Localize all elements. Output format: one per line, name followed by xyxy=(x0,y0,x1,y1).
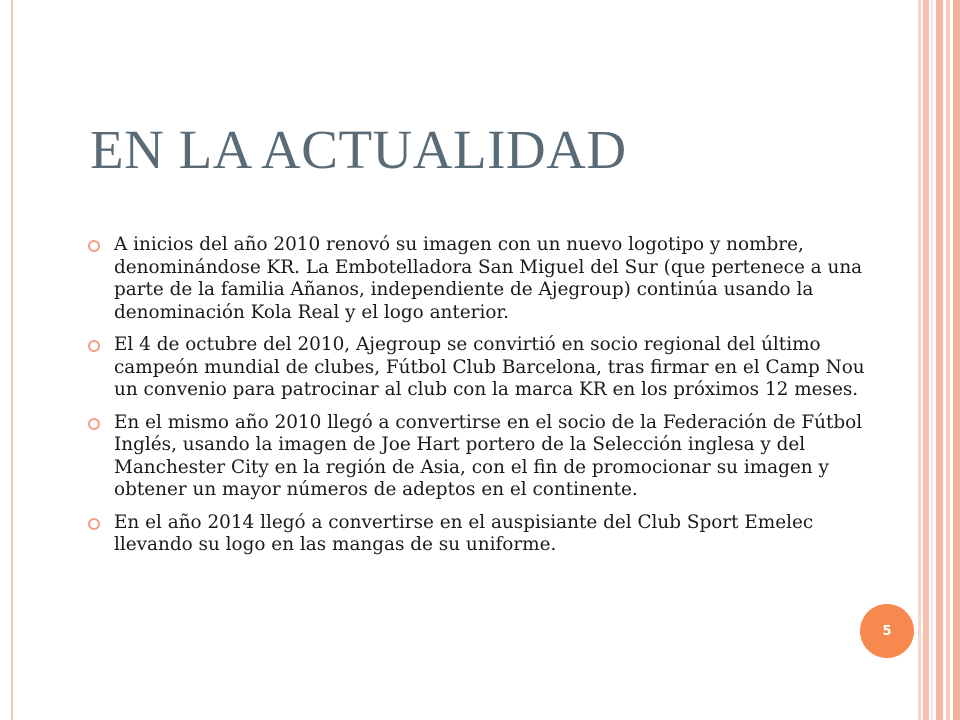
circle-bullet-icon xyxy=(88,340,100,352)
bullet-list xyxy=(88,234,878,567)
page-number-badge: 5 xyxy=(860,604,914,658)
bullet-text: A inicios del año 2010 renovó su imagen con un nuevo logotipo y nombre, denominándose KR. La Embotelladora San Miguel del Sur (que pertenece a una parte de la familia Añanos, independiente de Ajegroup) continúa usando la denominación Kola Real y el logo anterior. xyxy=(114,234,863,323)
left-border-line xyxy=(11,0,13,720)
right-decor-stripe xyxy=(923,0,929,720)
right-decor-stripe xyxy=(936,0,943,720)
right-decor-stripe xyxy=(946,0,950,720)
bullet-text: El 4 de octubre del 2010, Ajegroup se convirtió en socio regional del último campeón mundial de clubes, Fútbol Club Barcelona, tras firmar en el Camp Nou un convenio para patrocinar al club con la marca KR en los próximos 12 meses. xyxy=(114,334,865,400)
bullet-text: En el mismo año 2010 llegó a convertirse en el socio de la Federación de Fútbol Inglés, usando la imagen de Joe Hart portero de la Selección inglesa y del Manchester City en la región de Asia, con el fin de promocionar su imagen y obtener un mayor números de adeptos en el continente. xyxy=(114,411,863,500)
right-decor-stripe xyxy=(931,0,933,720)
bullet-item xyxy=(88,234,878,324)
slide-title: EN LA ACTUALIDAD xyxy=(90,119,627,180)
bullet-text: En el año 2014 llegó a convertirse en el auspisiante del Club Sport Emelec llevando su logo en las mangas de su uniforme. xyxy=(114,511,814,555)
circle-bullet-icon xyxy=(88,240,100,252)
right-decor-stripe xyxy=(918,0,921,720)
bullet-item xyxy=(88,334,878,402)
circle-bullet-icon xyxy=(88,518,100,530)
right-decor-stripe xyxy=(953,0,960,720)
bullet-item xyxy=(88,412,878,502)
bullet-item xyxy=(88,512,878,557)
circle-bullet-icon xyxy=(88,418,100,430)
